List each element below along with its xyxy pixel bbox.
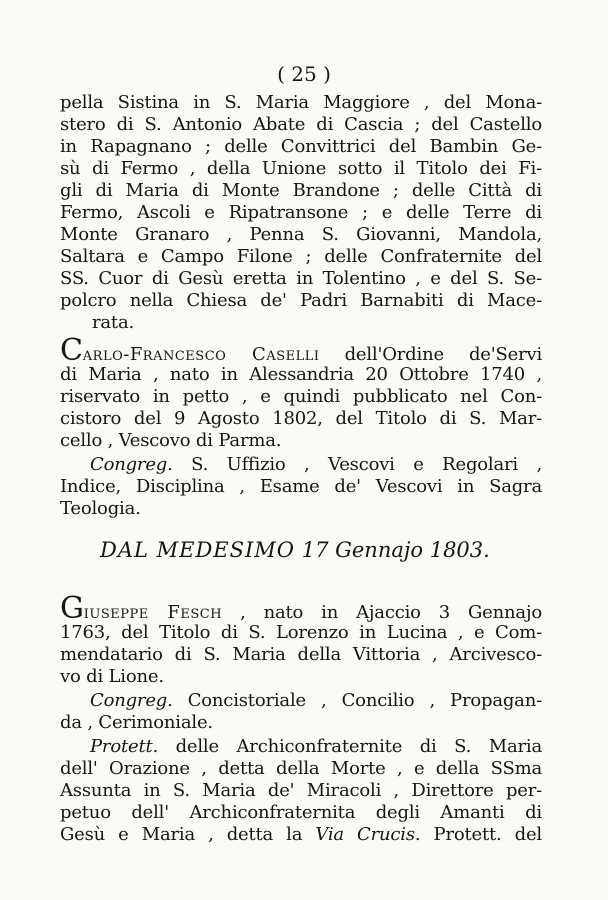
text-line: mendatario di S. Maria della Vittoria , Arcivesco- <box>60 644 542 665</box>
text-line: di Maria , nato in Alessandria 20 Ottobre 1740 , <box>60 364 542 385</box>
text-line: Fermo, Ascoli e Ripatransone ; e delle Terre di <box>60 202 542 223</box>
text-fragment: delle Archiconfraternite di S. Maria <box>158 736 542 757</box>
text-line: in Rapagnano ; delle Convittrici del Bambin Ge- <box>60 136 542 157</box>
congreg-line <box>90 690 542 712</box>
text-line: Assunta in S. Maria de' Miracoli , Direttore per- <box>60 780 542 801</box>
entry-first-line <box>60 591 542 626</box>
cardinal-name: arlo-Francesco Caselli <box>82 344 320 365</box>
text-line-last <box>60 824 542 846</box>
text-line: Teologia. <box>60 498 141 519</box>
congreg-label: Congreg. <box>90 454 173 475</box>
text-fragment: Gesù e Maria , detta la <box>60 824 316 845</box>
text-fragment: S. Uffizio , Vescovi e Regolari , <box>172 454 542 475</box>
text-line: gli di Maria di Monte Brandone ; delle Città di <box>60 180 542 201</box>
protett-label: Protett. <box>90 736 159 757</box>
text-line: polcro nella Chiesa de' Padri Barnabiti di Mace- <box>60 290 542 311</box>
text-fragment: Concistoriale , Concilio , Propagan- <box>172 690 542 711</box>
drop-cap: C <box>60 333 83 368</box>
text-line: cello , Vescovo di Parma. <box>60 430 282 451</box>
section-heading <box>100 538 490 562</box>
text-line: Saltara e Campo Filone ; delle Confraternite del <box>60 246 542 267</box>
text-line: pella Sistina in S. Maria Maggiore , del Mona- <box>60 92 542 113</box>
protett-line <box>90 736 542 758</box>
text-line: stero di S. Antonio Abate di Cascia ; del Castello <box>60 114 542 135</box>
heading-caps: DAL MEDESIMO <box>100 538 296 562</box>
text-line: dell' Orazione , detta della Morte , e della SSma <box>60 758 542 779</box>
text-fragment: dell'Ordine de'Servi <box>319 344 543 365</box>
text-line: cistoro del 9 Agosto 1802, del Titolo di S. Mar- <box>60 408 542 429</box>
text-fragment: , nato in Ajaccio 3 Gennajo <box>222 602 542 623</box>
heading-date: 17 Gennajo 1803. <box>295 538 490 562</box>
congreg-label: Congreg. <box>90 690 173 711</box>
page-number: ( 25 ) <box>277 62 331 86</box>
congreg-line <box>90 454 542 476</box>
text-line: Indice, Disciplina , Esame de' Vescovi in Sagra <box>60 476 542 497</box>
text-line: petuo dell' Archiconfraternita degli Amanti di <box>60 802 542 823</box>
text-line: SS. Cuor di Gesù eretta in Tolentino , e del S. Se- <box>60 268 542 289</box>
text-line: Monte Granaro , Penna S. Giovanni, Mandola, <box>60 224 542 245</box>
text-line: riservato in petto , e quindi pubblicato nel Con- <box>60 386 542 407</box>
text-line: sù di Fermo , della Unione sotto il Titolo dei Fi- <box>60 158 542 179</box>
text-line: vo di Lione. <box>60 666 164 687</box>
text-line: 1763, del Titolo di S. Lorenzo in Lucina , e Com- <box>60 622 542 643</box>
entry-first-line <box>60 333 543 368</box>
text-fragment: . Protett. del <box>414 824 542 845</box>
cardinal-name: iuseppe Fesch <box>83 602 223 623</box>
text-line: rata. <box>92 312 135 333</box>
drop-cap: G <box>60 591 84 626</box>
via-crucis-text: Via Crucis <box>315 824 415 845</box>
text-line: da , Cerimoniale. <box>60 712 213 733</box>
